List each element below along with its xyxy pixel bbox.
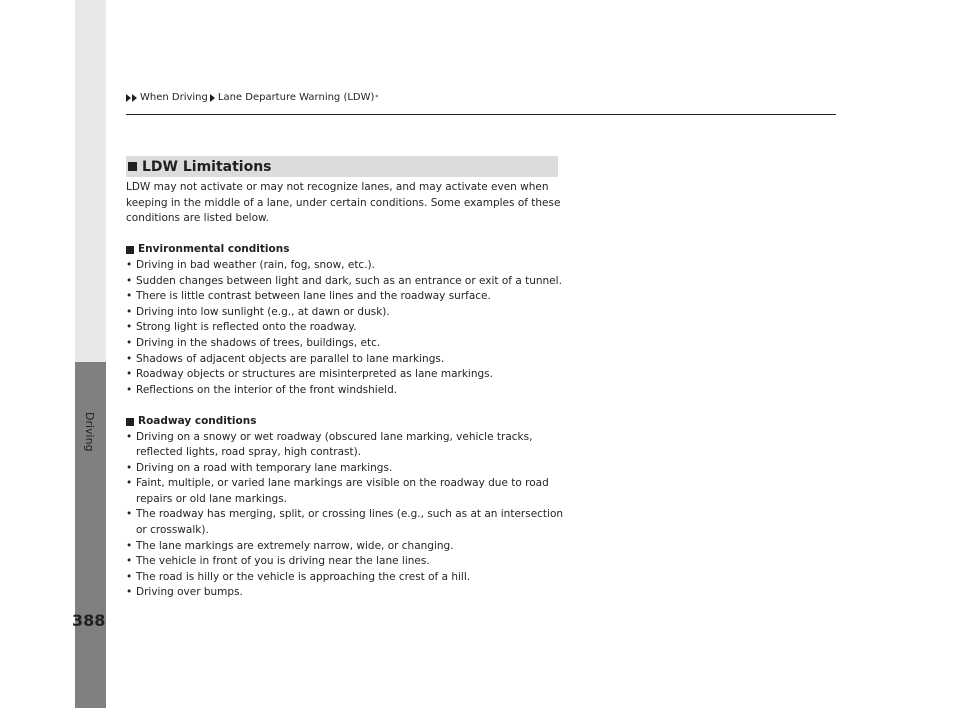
list-item-text: Driving in bad weather (rain, fog, snow, etc.). [136, 258, 375, 271]
breadcrumb-arrow-icon [132, 94, 137, 102]
list-item-text: There is little contrast between lane lines and the roadway surface. [136, 290, 491, 303]
list-item-text: Driving on a snowy or wet roadway (obscured lane marking, vehicle tracks, reflected lights, road spray, high contrast). [136, 430, 533, 459]
list-item-text: Roadway objects or structures are misinterpreted as lane markings. [136, 368, 493, 381]
bullet-icon: • [126, 352, 133, 365]
list-item-text: Strong light is reflected onto the roadway. [136, 321, 357, 334]
list-item [126, 476, 566, 507]
side-tab-background [75, 0, 106, 362]
list-item [126, 430, 566, 461]
list-item-text: The vehicle in front of you is driving near the lane lines. [136, 555, 430, 568]
list-item [126, 585, 566, 601]
list-item [126, 274, 566, 290]
list-item-text: Faint, multiple, or varied lane markings are visible on the roadway due to road repairs or old lane markings. [136, 477, 549, 505]
environmental-list [126, 258, 566, 398]
list-item [126, 461, 566, 477]
list-item [126, 305, 566, 321]
section-square-icon [128, 162, 137, 171]
bullet-icon: • [126, 508, 133, 521]
header-rule [126, 114, 836, 115]
bullet-icon: • [126, 586, 133, 599]
section-title: LDW Limitations [142, 158, 272, 175]
list-item [126, 554, 566, 570]
subsection-square-icon [126, 418, 134, 426]
bullet-icon: • [126, 321, 133, 334]
breadcrumb [126, 92, 378, 103]
bullet-icon: • [126, 539, 133, 552]
bullet-icon: • [126, 368, 133, 381]
section-header [126, 156, 558, 177]
bullet-icon: • [126, 477, 133, 490]
roadway-heading-text: Roadway conditions [138, 414, 257, 427]
bullet-icon: • [126, 461, 133, 474]
list-item [126, 539, 566, 555]
list-item-text: Sudden changes between light and dark, such as an entrance or exit of a tunnel. [136, 274, 562, 287]
list-item [126, 320, 566, 336]
bullet-icon: • [126, 555, 133, 568]
list-item [126, 258, 566, 274]
bullet-icon: • [126, 570, 133, 583]
list-item-text: The roadway has merging, split, or crossing lines (e.g., such as at an intersection or crosswalk). [136, 508, 564, 537]
list-item-text: Driving on a road with temporary lane markings. [136, 461, 393, 474]
list-item-text: Reflections on the interior of the front windshield. [136, 383, 398, 396]
environmental-heading [126, 242, 566, 258]
breadcrumb-arrow-icon [210, 94, 215, 102]
bullet-icon: • [126, 258, 133, 271]
list-item [126, 383, 566, 399]
list-item [126, 352, 566, 368]
list-item-text: The road is hilly or the vehicle is approaching the crest of a hill. [136, 570, 471, 583]
list-item-text: Driving over bumps. [136, 586, 243, 599]
roadway-heading [126, 414, 566, 430]
list-item [126, 367, 566, 383]
list-item-text: The lane markings are extremely narrow, wide, or changing. [136, 539, 454, 552]
list-item [126, 289, 566, 305]
list-item [126, 507, 566, 538]
breadcrumb-level1[interactable]: When Driving [140, 92, 208, 103]
breadcrumb-arrow-icon [126, 94, 131, 102]
environmental-heading-text: Environmental conditions [138, 243, 290, 256]
bullet-icon: • [126, 336, 133, 349]
breadcrumb-level2[interactable]: Lane Departure Warning (LDW) [217, 92, 375, 103]
bullet-icon: • [126, 383, 133, 396]
subsection-square-icon [126, 246, 134, 254]
bullet-icon: • [126, 274, 133, 287]
roadway-list [126, 430, 566, 602]
chapter-label: Driving [83, 412, 96, 452]
list-item-text: Driving into low sunlight (e.g., at dawn or dusk). [136, 305, 390, 318]
list-item-text: Shadows of adjacent objects are parallel to lane markings. [136, 352, 445, 365]
page-number: 388 [72, 611, 106, 630]
intro-paragraph: LDW may not activate or may not recognize lanes, and may activate even when keeping in the middle of a lane, under certain conditions. Some examples of these conditions are listed below. [126, 181, 561, 225]
bullet-icon: • [126, 290, 133, 303]
bullet-icon: • [126, 430, 133, 443]
breadcrumb-marker: * [375, 94, 379, 101]
page-content [126, 180, 566, 617]
bullet-icon: • [126, 305, 133, 318]
list-item [126, 336, 566, 352]
list-item-text: Driving in the shadows of trees, buildings, etc. [136, 336, 381, 349]
list-item [126, 570, 566, 586]
